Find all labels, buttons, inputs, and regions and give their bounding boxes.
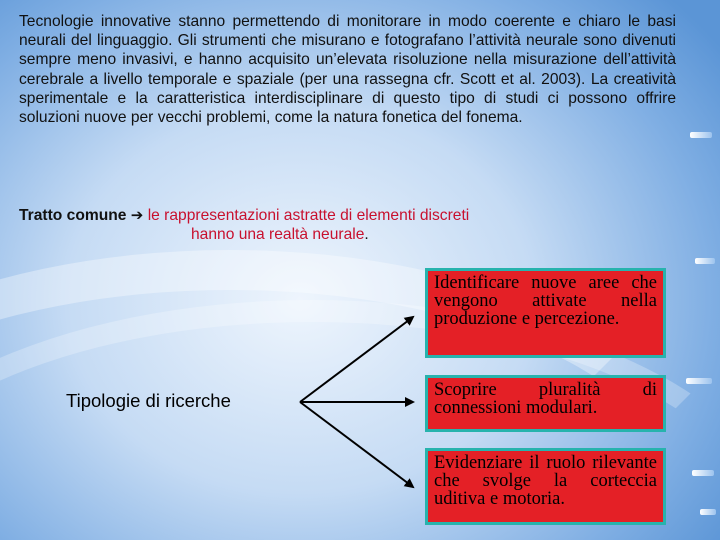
intro-paragraph: Tecnologie innovative stanno permettendo di monitorare in modo coerente e chiaro le basi neurali del linguaggio. Gli strumenti che misurano e fotografano l’attività neurale sono divenuti sempre meno invasivi, e hanno acquisito un’elevata risoluzione nella misurazione dell’attività cerebrale a livello temporale e spaziale (per una rassegna cfr. Scott et al. 2003). La creatività sperimentale e la caratteristica interdisciplinare di questo tipo di studi ci possono offrire soluzioni nuove per vecchi problemi, come la natura fonetica del fonema. [19, 13, 676, 127]
arrow-to-box-1 [300, 317, 413, 402]
research-box-1: Identificare nuove aree che vengono attivate nella produzione e percezione. [425, 268, 666, 358]
research-box-3: Evidenziare il ruolo rilevante che svolge la corteccia uditiva e motoria. [425, 448, 666, 525]
arrow-to-box-3 [300, 402, 413, 487]
common-trait-period: . [364, 226, 369, 243]
research-box-2: Scoprire pluralità di connessioni modulari. [425, 375, 666, 432]
common-trait-text-line2: hanno una realtà neurale [191, 226, 365, 243]
right-arrow-icon: ➔ [130, 207, 144, 224]
common-trait-label: Tratto comune [19, 207, 127, 224]
research-types-label: Tipologie di ricerche [66, 390, 231, 411]
common-trait-text-line1: le rappresentazioni astratte di elementi discreti [147, 207, 470, 224]
